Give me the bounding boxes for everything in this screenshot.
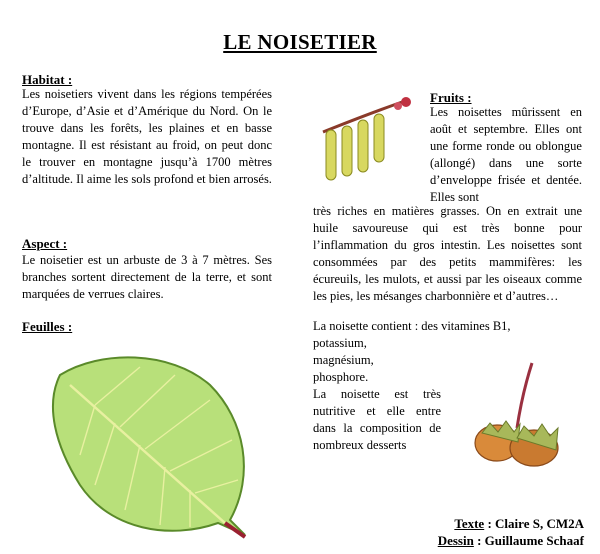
feuilles-heading: Feuilles : — [22, 319, 73, 334]
hazelnuts-drawing — [462, 358, 572, 473]
fruits-text-full: très riches en matières grasses. On en extrait une huile savoureuse qui est très bonne pour l’inflammation du gros intestin. Les noisettes sont consommées par des petits mammifères: les écureuils, les mulots, et aussi par les oiseaux comme les pies, les mésanges charbonnière et d’autres… — [313, 204, 582, 303]
texte-value: : Claire S, CM2A — [484, 516, 584, 531]
page-title: LE NOISETIER — [223, 30, 377, 54]
hazel-catkins-drawing — [318, 92, 414, 192]
mineral-magnesium: magnésium, — [313, 353, 374, 367]
fruits-heading: Fruits : — [430, 90, 472, 105]
habitat-heading: Habitat : — [22, 72, 73, 87]
credits-dessin — [438, 533, 584, 549]
aspect-text: Le noisetier est un arbuste de 3 à 7 mètres. Ses branches sortent directement de la terre, et sont marquées de verrues claires. — [22, 253, 272, 301]
nutrition-text: La noisette est très nutritive et elle entre dans la composition de nombreux desserts — [313, 387, 441, 452]
mineral-potassium: potassium, — [313, 336, 367, 350]
mineral-phosphore: phosphore. — [313, 370, 369, 384]
dessin-label: Dessin — [437, 533, 474, 548]
credits-texte — [454, 516, 584, 532]
hazel-leaf-drawing — [40, 345, 270, 545]
dessin-value: : Guillaume Schaaf — [473, 533, 584, 548]
vitamins-line: La noisette contient : des vitamines B1, — [313, 319, 511, 333]
aspect-heading: Aspect : — [22, 236, 68, 251]
fruits-text-top: Les noisettes mûrissent en août et septembre. Elles ont une forme ronde ou oblongue (allongé) dans une sorte d’enveloppe frisée et dentée. Elles sont — [430, 105, 582, 204]
habitat-text: Les noisetiers vivent dans les régions tempérées d’Europe, d’Asie et d’Amérique du Nord. On le trouve dans les forêts, les plaines et en basse montagne. Il est résistant au froid, on peut donc le trouver en montagne jusqu’à 1700 mètres d’altitude. Il aime les sols profond et bien arrosés. — [22, 87, 272, 186]
texte-label: Texte — [454, 516, 485, 531]
